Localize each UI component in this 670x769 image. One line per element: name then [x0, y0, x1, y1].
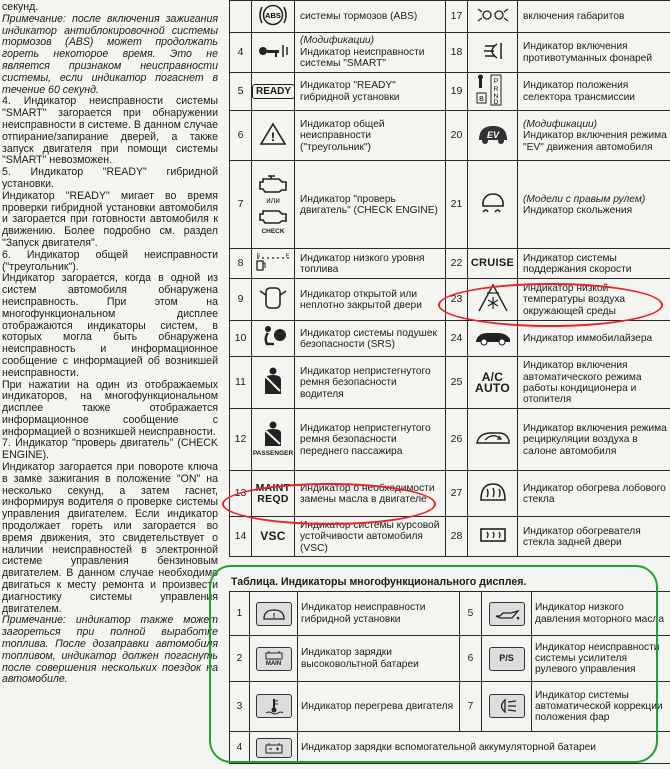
check-engine-icon — [252, 161, 295, 249]
row-desc: Индикатор обогревателя стекла задней двери — [518, 517, 670, 557]
table-row — [230, 321, 670, 357]
abs-icon-text: ABS — [265, 10, 281, 20]
row-number: 8 — [230, 249, 252, 279]
front-defrost-icon — [468, 471, 518, 517]
green-highlight-multifunction — [209, 565, 658, 763]
svg-text:!: ! — [272, 612, 275, 620]
row-desc: Индикатор системы поддержания скорости — [518, 249, 670, 279]
row-desc: Индикатор низкого уровня топлива — [295, 249, 446, 279]
row-number: 4 — [230, 732, 250, 764]
row-number: 2 — [230, 636, 250, 682]
row-number: 21 — [446, 161, 468, 249]
row-number: 22 — [446, 249, 468, 279]
row-number: 10 — [230, 321, 252, 357]
text-smart: 4. Индикатор неисправности системы "SMART" загорается при обнаружении неисправности в системе. В данном случае отпирание/запирание дверей, а также запуск двигателя при помощи системы "SMART" невозможен. — [2, 95, 218, 167]
recirculation-icon — [468, 409, 518, 471]
svg-text:P: P — [493, 78, 498, 85]
row-number: 24 — [446, 321, 468, 357]
row-number: 1 — [230, 592, 250, 636]
row-desc: Индикатор непристегнутого ремня безопасности переднего пассажира — [295, 409, 446, 471]
rear-fog-icon — [468, 33, 518, 73]
row-number: 7 — [230, 161, 252, 249]
row-desc: Индикатор неисправности системы усилителя рулевого управления — [532, 636, 670, 682]
vsc-label: VSC — [260, 528, 286, 543]
svg-text:N: N — [493, 93, 498, 100]
row-desc: Индикатор неисправности гибридной установки — [298, 592, 460, 636]
left-text-column — [2, 2, 218, 686]
table-row — [230, 1, 670, 33]
skid-icon — [468, 161, 518, 249]
row-number: 19 — [446, 73, 468, 111]
rear-defrost-icon — [468, 517, 518, 557]
table-row — [230, 161, 670, 249]
note-fuel: Примечание: индикатор также может загореться при полной выработке топлива. После дозаправки автомобиля топливом, индикатор должен погаснуть после совершения нескольких поездок на автомобиле. — [2, 614, 218, 686]
row-desc: Индикатор общей неисправности ("треугольник") — [295, 111, 446, 161]
row-desc: Индикатор низкого давления моторного масла — [532, 592, 670, 636]
cruise-label: CRUISE — [470, 257, 515, 270]
red-highlight-maint-reqd — [222, 483, 436, 525]
row-desc: Индикатор низкой температуры воздуха окружающей среды — [518, 279, 670, 321]
row-desc: Индикатор обогрева лобового стекла — [518, 471, 670, 517]
row-number: 18 — [446, 33, 468, 73]
row-number: 25 — [446, 357, 468, 409]
text-triangle-heading: 6. Индикатор общей неисправности ("треугольник"). — [2, 248, 218, 273]
row-desc: (Модели с правым рулем) Индикатор скольжения — [518, 161, 670, 249]
indicators-table — [229, 0, 670, 557]
row-number: 7 — [460, 682, 482, 732]
row-number: 12 — [230, 409, 252, 471]
svg-text:E: E — [257, 253, 261, 260]
row-number: 26 — [446, 409, 468, 471]
or-label: или — [266, 195, 280, 205]
table-row — [230, 249, 670, 279]
auto-label: AUTO — [475, 380, 510, 395]
ev-mode-icon — [468, 111, 518, 161]
ev-label: EV — [486, 130, 499, 141]
row-desc: Индикатор включения противотуманных фонарей — [518, 33, 670, 73]
svg-text:D: D — [493, 99, 498, 106]
row-number: 6 — [460, 636, 482, 682]
svg-text:B: B — [478, 96, 484, 103]
ready-label: READY — [252, 84, 295, 99]
row-desc: Индикатор "проверь двигатель" (CHECK ENGINE) — [295, 161, 446, 249]
row-number: 13 — [230, 471, 252, 517]
seatbelt-icon — [252, 357, 295, 409]
row-number: 14 — [230, 517, 252, 557]
reqd-label: REQD — [257, 492, 289, 505]
table-row — [230, 111, 670, 161]
note-abs: Примечание: после включения зажигания индикатор антиблокировочной системы тормозов (ABS) может продолжать гореть некоторое время. Это не является признаком неисправности системы, если индикатор погаснет в течение 60 секунд. — [2, 12, 218, 96]
row-number: 20 — [446, 111, 468, 161]
maint-label: MAINT — [255, 481, 291, 494]
fuel-gauge-icon — [252, 249, 295, 279]
svg-text:R: R — [493, 86, 498, 93]
text-check: Индикатор загорается при повороте ключа в замке зажигания в положение "ON" на несколько секунд, а затем гаснет, информируя водителя о проверке системы управления двигателем. Если индикатор продолжает гореть или загорается во время движения, это свидетельствует о наличии неисправностей в электронной системе управления бензиновым двигателем. В данном случае необходимо двигаться к месту ремонта и произвести диагностику системы управления двигателем. — [2, 461, 218, 615]
row-number: 11 — [230, 357, 252, 409]
row-desc: Индикатор непристегнутого ремня безопасности водителя — [295, 357, 446, 409]
row-desc: системы тормозов (ABS) — [295, 1, 446, 33]
table-row — [230, 73, 670, 111]
row-desc: Индикатор включения автоматического режима работы кондиционера и отопителя — [518, 357, 670, 409]
table-row — [230, 33, 670, 73]
text-line: секунд. — [2, 1, 39, 13]
immobilizer-icon — [468, 321, 518, 357]
ps-label: P/S — [489, 647, 525, 671]
table-row — [230, 357, 670, 409]
row-desc: (Модификации) Индикатор включения режима "EV" движения автомобиля — [518, 111, 670, 161]
passenger-seatbelt-icon — [252, 409, 295, 471]
text-ready: Индикатор "READY" мигает во время проверки гибридной установки автомобиля и загорается при готовности автомобиля к движению. Более подробно см. раздел "Запуск двигателя". — [2, 189, 218, 249]
text-triangle-2: При нажатии на один из отображаемых индикаторов, на многофункциональном дисплее также отображается информационное сообщение с информацией о возникшей неисправности. — [2, 378, 218, 438]
row-number: 6 — [230, 111, 252, 161]
side-lights-icon — [468, 1, 518, 33]
row-desc: Индикатор "READY" гибридной установки — [295, 73, 446, 111]
table-row — [230, 409, 670, 471]
check-label: CHECK — [261, 227, 285, 235]
row-number — [230, 1, 252, 33]
passenger-label: PASSENGER — [252, 450, 294, 458]
ac-label: A/C — [481, 369, 504, 384]
row-number: 5 — [230, 73, 252, 111]
row-desc: Индикатор системы курсовой устойчивости автомобиля (VSC) — [295, 517, 446, 557]
abs-icon — [252, 1, 295, 33]
svg-text:F: F — [286, 253, 290, 260]
text-check-heading: 7. Индикатор "проверь двигатель" (CHECK ENGINE). — [2, 437, 218, 462]
row-desc: Индикатор зарядки высоковольтной батареи — [298, 636, 460, 682]
row-number: 17 — [446, 1, 468, 33]
row-desc: Индикатор системы автоматической коррекции положения фар — [532, 682, 670, 732]
row-number: 28 — [446, 517, 468, 557]
ready-icon — [252, 73, 295, 111]
door-open-icon — [252, 279, 295, 321]
main-label: MAIN — [265, 660, 282, 667]
cruise-icon — [468, 249, 518, 279]
row-desc: Индикатор открытой или неплотно закрытой двери — [295, 279, 446, 321]
ac-auto-icon — [468, 357, 518, 409]
triangle-mark: ! — [271, 130, 275, 145]
row-desc: включения габаритов — [518, 1, 670, 33]
airbag-icon — [252, 321, 295, 357]
red-highlight-low-temp — [438, 283, 663, 327]
row-number: 5 — [460, 592, 482, 636]
warning-triangle-icon — [252, 111, 295, 161]
multifunction-title: Таблица. Индикаторы многофункционального дисплея. — [231, 576, 527, 588]
row-desc: Индикатор включения режима рециркуляции воздуха в салоне автомобиля — [518, 409, 670, 471]
text-ready-heading: 5. Индикатор "READY" гибридной установки. — [2, 166, 218, 190]
row-desc: Индикатор положения селектора трансмиссии — [518, 73, 670, 111]
text-triangle: Индикатор загорается, когда в одной из систем автомобиля обнаружена неисправность. При этом на многофункциональном дисплее отображаются индикаторы систем, в которых могла быть обнаружена неисправность и информационное сообщение с информацией об возникшей неисправности. — [2, 272, 218, 379]
key-smart-icon — [252, 33, 295, 73]
row-number: 27 — [446, 471, 468, 517]
row-desc: (Модификации) Индикатор неисправности системы "SMART" — [295, 33, 446, 73]
row-number: 23 — [446, 279, 468, 321]
row-desc: Индикатор перегрева двигателя — [298, 682, 460, 732]
row-desc: Индикатор зарядки вспомогательной аккумуляторной батареи — [298, 732, 670, 764]
row-desc: Индикатор иммобилайзера — [518, 321, 670, 357]
row-number: 3 — [230, 682, 250, 732]
row-desc: Индикатор о необходимости замены масла в двигателе — [295, 471, 446, 517]
shift-position-icon — [468, 73, 518, 111]
row-number: 4 — [230, 33, 252, 73]
row-desc: Индикатор системы подушек безопасности (SRS) — [295, 321, 446, 357]
row-number: 9 — [230, 279, 252, 321]
